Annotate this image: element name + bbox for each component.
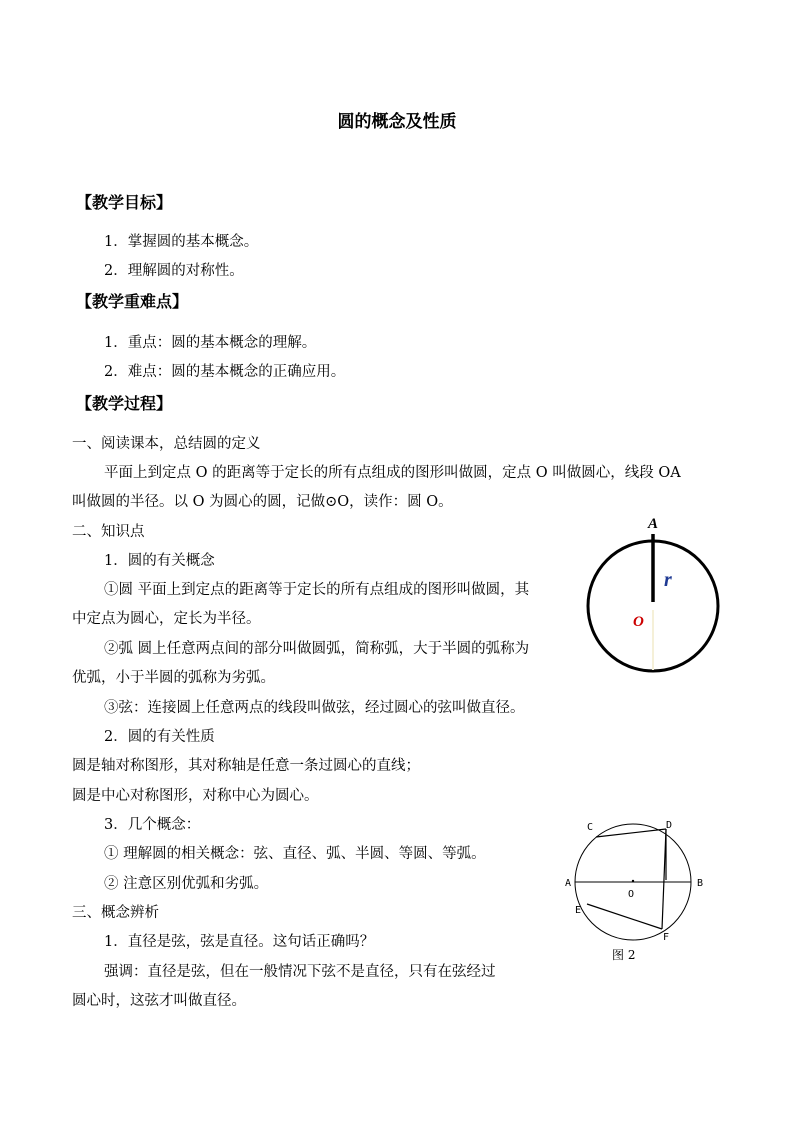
property-2: 圆是中心对称图形，对称中心为圆心。 [72, 788, 319, 804]
figure2-caption: 图 2 [612, 948, 636, 962]
point-d-label: D [666, 820, 673, 831]
chord-ef [587, 904, 662, 929]
part1-heading: 一、阅读课本，总结圆的定义 [72, 436, 261, 452]
keypoint-item-2: 2．难点：圆的基本概念的正确应用。 [104, 364, 346, 380]
center-dot [632, 880, 634, 882]
center-o-label: O [633, 614, 644, 630]
part2-heading: 二、知识点 [72, 524, 145, 540]
emphasis-line-2: 圆心时，这弦才叫做直径。 [72, 993, 246, 1009]
part3-heading: 三、概念辨析 [72, 905, 159, 921]
point-o2-label: O [628, 889, 635, 900]
part1-line-2: 叫做圆的半径。以 O 为圆心的圆，记做⊙O，读作：圆 O。 [72, 494, 453, 510]
keypoints-heading: 【教学重难点】 [76, 292, 189, 311]
keypoint-item-1: 1．重点：圆的基本概念的理解。 [104, 335, 317, 351]
circle-definition-line-2: 中定点为圆心，定长为半径。 [72, 611, 261, 627]
point-a2-label: A [565, 878, 572, 889]
goal-item-2: 2．理解圆的对称性。 [104, 263, 244, 279]
point-e-label: E [575, 905, 582, 916]
concept-2: ② 注意区别优弧和劣弧。 [104, 876, 269, 892]
circle-definition-line-1: ①圆 平面上到定点的距离等于定长的所有点组成的图形叫做圆，其 [104, 582, 530, 598]
chord-definition: ③弦：连接圆上任意两点的线段叫做弦，经过圆心的弦叫做直径。 [104, 700, 525, 716]
goal-item-1: 1．掌握圆的基本概念。 [104, 234, 259, 250]
subheading-3: 3．几个概念： [104, 817, 201, 833]
point-b-label: B [697, 878, 704, 889]
arc-definition-line-1: ②弧 圆上任意两点间的部分叫做圆弧，简称弧，大于半圆的弧称为 [104, 641, 530, 657]
chords-figure [560, 812, 720, 967]
radius-r-label: r [664, 569, 672, 591]
page-title: 圆的概念及性质 [337, 112, 457, 132]
question-1: 1．直径是弦，弦是直径。这句话正确吗？ [104, 934, 375, 950]
subheading-2: 2．圆的有关性质 [104, 729, 215, 745]
subheading-1: 1．圆的有关概念 [104, 553, 215, 569]
part1-line-1: 平面上到定点 O 的距离等于定长的所有点组成的图形叫做圆，定点 O 叫做圆心，线段 OA [104, 465, 681, 481]
point-c-label: C [587, 822, 594, 833]
emphasis-line-1: 强调：直径是弦，但在一般情况下弦不是直径，只有在弦经过 [104, 964, 496, 980]
process-heading: 【教学过程】 [76, 394, 173, 413]
arc-definition-line-2: 优弧，小于半圆的弧称为劣弧。 [72, 670, 275, 686]
circle-radius-figure [580, 510, 730, 685]
goals-heading: 【教学目标】 [76, 193, 173, 212]
property-1: 圆是轴对称图形，其对称轴是任意一条过圆心的直线； [72, 758, 420, 774]
point-a-label: A [648, 516, 659, 532]
point-f-label: F [663, 932, 670, 943]
concept-1: ① 理解圆的相关概念：弦、直径、弧、半圆、等圆、等弧。 [104, 846, 486, 862]
